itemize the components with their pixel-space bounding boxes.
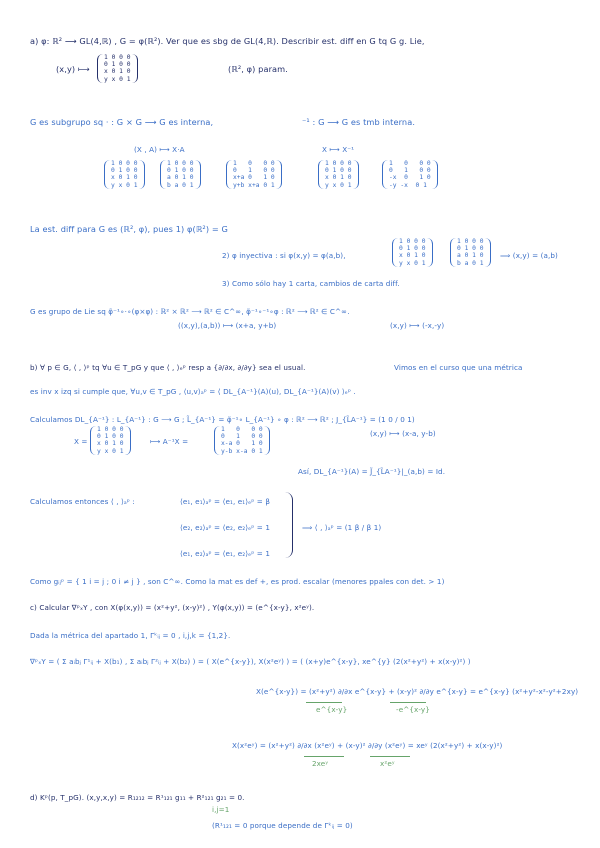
c-underline-2 [390, 702, 426, 703]
a-inj-matrix-1: 1 0 0 0 0 1 0 0 x 0 1 0 y x 0 1 [392, 238, 433, 267]
a-prod-matrix-2: 1 0 0 0 0 1 0 0 a 0 1 0 b a 0 1 [160, 160, 201, 189]
b-x-label: X = [74, 437, 88, 446]
c-statement: c) Calcular ∇ᵖₓY , con X(φ(x,y)) = (x²+y², (x-y)²) , Y(φ(x,y)) = (e^{x-y}, x²eʸ). [30, 603, 315, 612]
a-map-left: (x,y) ⟼ [56, 64, 90, 74]
a-injective: 2) φ inyectiva : si φ(x,y) = φ(a,b), [222, 251, 346, 260]
a-statement: a) φ: ℝ² ⟶ GL(4,ℝ) , G = φ(ℝ²). Ver que es sbg de GL(4,ℝ). Describir est. diff en G tq G g. Lie, [30, 36, 425, 46]
a-inj-matrix-2: 1 0 0 0 0 1 0 0 a 0 1 0 b a 0 1 [450, 238, 491, 267]
a-lie-inverse-map: (x,y) ⟼ (-x,-y) [390, 321, 445, 330]
a-map-matrix: 1 0 0 0 0 1 0 0 x 0 1 0 y x 0 1 [97, 54, 138, 83]
c-covariant-derivative: ∇ᵖₓY = ( Σ aᵢbⱼ Γ¹ᵢⱼ + X(b₁) , Σ aᵢbⱼ Γ²ᵢⱼ + X(b₂) ) = ( X(e^{x-y}), X(x²eʸ) ) = ( (x+y)e^{x-y}, xe^{y} (2(x²+y²) + x(x-y)²) ) [30, 657, 471, 666]
a-lie-group: G es grupo de Lie sq φ̃⁻¹∘·∘(φ×φ) : ℝ² × ℝ² ⟶ ℝ² ∈ C^∞, φ̃⁻¹∘⁻¹∘φ : ℝ² ⟶ ℝ² ∈ C^∞. [30, 307, 350, 316]
b-metric-e12: ⟨e₁, e₂⟩ₐᵖ = ⟨e₁, e₂⟩ₑᵖ = 1 [180, 549, 270, 558]
a-prod-matrix-1: 1 0 0 0 0 1 0 0 x 0 1 0 y x 0 1 [104, 160, 145, 189]
b-left-invariant: es inv x izq si cumple que, ∀u,v ∈ T_pG , ⟨u,v⟩ₐᵖ = ⟨ DL_{A⁻¹}(A)(u), DL_{A⁻¹}(A)(v) ⟩ₑᵖ . [30, 387, 356, 396]
b-compute-metric: Calculamos entonces ⟨ , ⟩ₐᵖ : [30, 497, 135, 506]
b-translation-label: ⟼ A⁻¹X = [150, 437, 189, 446]
b-translated-matrix: 1 0 0 0 0 1 0 0 x-a 0 1 0 y-b x-a 0 1 [214, 426, 270, 455]
a-subgroup-line: G es subgrupo sq · : G × G ⟶ G es interna, [30, 117, 214, 127]
c-partial-x-poly: 2xeʸ [312, 759, 329, 768]
c-x-of-exp: X(e^{x-y}) = (x²+y²) ∂/∂x e^{x-y} + (x-y)² ∂/∂y e^{x-y} = e^{x-y} (x²+y²-x²-y²+2xy) [256, 687, 579, 696]
a-lie-product-map: ((x,y),(a,b)) ⟼ (x+a, y+b) [178, 321, 277, 330]
b-metric-brace [284, 492, 293, 558]
c-underline-3 [304, 756, 344, 757]
a-injective-result: ⟹ (x,y) = (a,b) [500, 251, 558, 260]
a-inverse-label: X ⟼ X⁻¹ [322, 145, 355, 154]
b-smoothness: Como gᵢⱼᵖ = { 1 i = j ; 0 i ≠ j } , son C^∞. Como la mat es def +, es prod. escalar (menores ppales con det. > 1) [30, 577, 445, 586]
a-diff-structure: La est. diff para G es (ℝ², φ), pues 1) φ(ℝ²) = G [30, 224, 228, 234]
a-inverse-line: ⁻¹ : G ⟶ G es tmb interna. [302, 117, 416, 127]
b-statement: b) ∀ p ∈ G, ⟨ , ⟩ᵖ tq ∀u ∈ T_pG y que ⟨ , ⟩ₑᵖ resp a {∂/∂x, ∂/∂y} sea el usual. [30, 363, 306, 372]
b-compute-dl: Calculamos DL_{A⁻¹} : L_{A⁻¹} : G ⟶ G ; L̃_{A⁻¹} = φ̃⁻¹∘ L_{A⁻¹} ∘ φ : ℝ² ⟶ ℝ² ; J_{L̃A⁻¹} = (1 0 / 0 1) [30, 415, 415, 424]
b-metric-e11: ⟨e₁, e₁⟩ₐᵖ = ⟨e₁, e₁⟩ₑᵖ = β [180, 497, 271, 506]
b-x-matrix: 1 0 0 0 0 1 0 0 x 0 1 0 y x 0 1 [90, 426, 131, 455]
b-differential-identity: Así, DL_{A⁻¹}(A) = J̃_{L̃A⁻¹}|_(a,b) = Id. [298, 467, 446, 476]
a-inv-matrix-2: 1 0 0 0 0 1 0 0 -x 0 1 0 -y -x 0 1 [382, 160, 438, 189]
c-underline-4 [370, 756, 410, 757]
d-index-note: i,j=1 [212, 805, 230, 814]
b-left-translation-map: (x,y) ⟼ (x-a, y-b) [370, 429, 436, 438]
b-metric-result: ⟹ ⟨ , ⟩ₐᵖ = (1 β / β 1) [302, 523, 382, 532]
c-partial-y-exp: -e^{x-y} [396, 705, 430, 714]
a-prod-matrix-result: 1 0 0 0 0 1 0 0 x+a 0 1 0 y+b x+a 0 1 [226, 160, 282, 189]
a-product-label: (X , A) ⟼ X·A [134, 145, 185, 154]
c-christoffel: Dada la métrica del apartado 1, Γᵏᵢⱼ = 0 , i,j,k = {1,2}. [30, 631, 231, 640]
b-course-note: Vimos en el curso que una métrica [394, 363, 523, 372]
a-inv-matrix-1: 1 0 0 0 0 1 0 0 x 0 1 0 y x 0 1 [318, 160, 359, 189]
c-underline-1 [306, 702, 342, 703]
d-curvature-note: (R¹₁₂₁ = 0 porque depende de Γᵏᵢⱼ = 0) [212, 821, 353, 830]
b-metric-e22: ⟨e₂, e₂⟩ₐᵖ = ⟨e₂, e₂⟩ₑᵖ = 1 [180, 523, 270, 532]
c-partial-x-exp: e^{x-y} [316, 705, 348, 714]
a-single-chart: 3) Como sólo hay 1 carta, cambios de carta diff. [222, 279, 400, 288]
c-partial-y-poly: x²eʸ [380, 759, 395, 768]
d-statement: d) Kᵖ(p, T_pG). (x,y,x,y) = R₁₂₁₂ = R¹₁₂₁ g₁₁ + R²₁₂₁ g₂₁ = 0. [30, 793, 245, 802]
c-x-of-poly: X(x²eʸ) = (x²+y²) ∂/∂x (x²eʸ) + (x-y)² ∂/∂y (x²eʸ) = xeʸ (2(x²+y²) + x(x-y)²) [232, 741, 503, 750]
a-param-note: (ℝ², φ) param. [228, 64, 288, 74]
